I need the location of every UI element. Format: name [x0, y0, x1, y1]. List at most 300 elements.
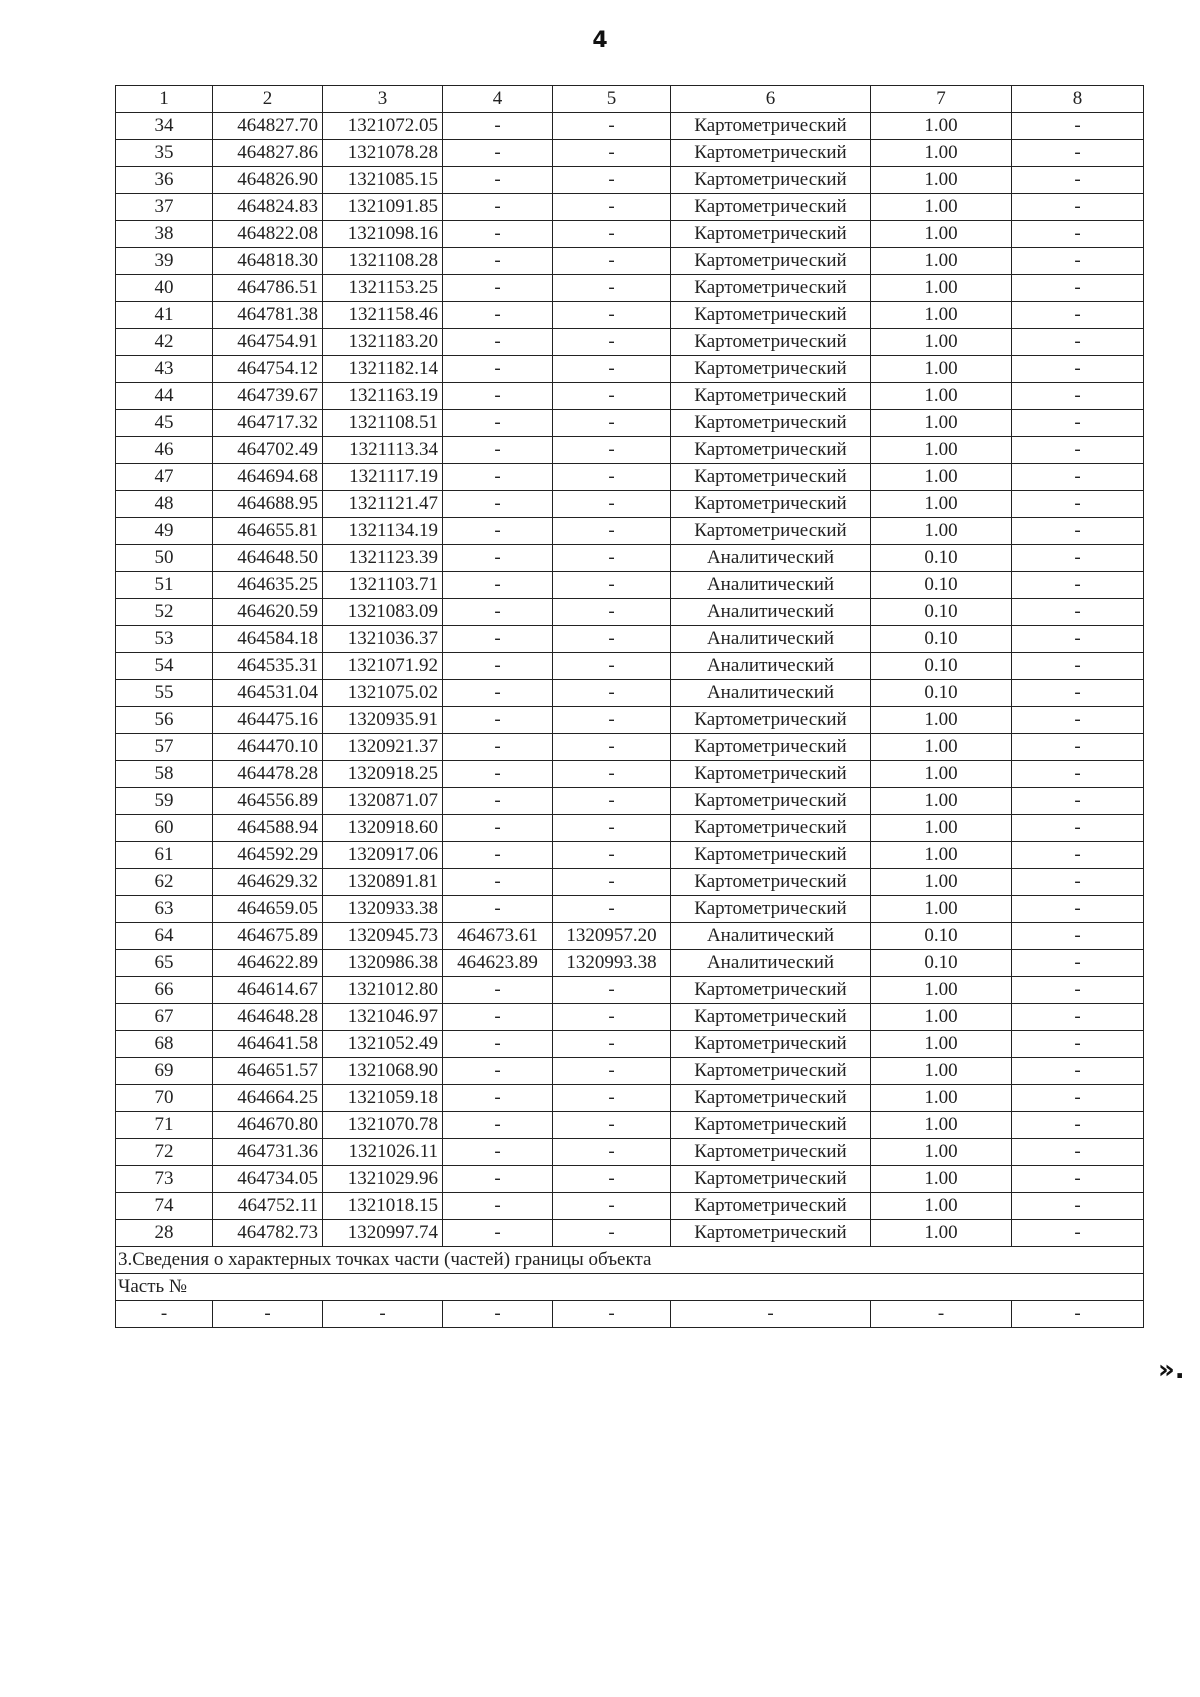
table-cell: Картометрический — [671, 383, 871, 410]
table-cell: 59 — [116, 788, 213, 815]
table-cell: - — [1012, 545, 1144, 572]
table-cell: 50 — [116, 545, 213, 572]
table-row — [116, 1031, 1144, 1058]
table-cell: 1.00 — [871, 1058, 1012, 1085]
table-cell: 464614.67 — [213, 977, 323, 1004]
table-cell: - — [553, 707, 671, 734]
page-number: 4 — [592, 28, 608, 53]
table-row — [116, 518, 1144, 545]
table-cell: Картометрический — [671, 1166, 871, 1193]
table-cell: - — [1012, 518, 1144, 545]
table-cell: 41 — [116, 302, 213, 329]
table-row — [116, 221, 1144, 248]
table-cell: - — [1012, 896, 1144, 923]
table-cell: - — [323, 1301, 443, 1328]
table-cell: 1.00 — [871, 707, 1012, 734]
table-cell: 71 — [116, 1112, 213, 1139]
table-cell: Картометрический — [671, 896, 871, 923]
table-cell: - — [553, 464, 671, 491]
table-cell: Картометрический — [671, 1058, 871, 1085]
table-cell: 464827.70 — [213, 113, 323, 140]
table-cell: 1320871.07 — [323, 788, 443, 815]
table-cell: - — [553, 491, 671, 518]
table-cell: - — [553, 1220, 671, 1247]
table-cell: - — [1012, 869, 1144, 896]
table-cell: - — [553, 1031, 671, 1058]
table-cell: 1320957.20 — [553, 923, 671, 950]
table-cell: Аналитический — [671, 950, 871, 977]
table-cell: 1.00 — [871, 518, 1012, 545]
table-cell: - — [1012, 248, 1144, 275]
table-cell: Аналитический — [671, 572, 871, 599]
table-cell: 37 — [116, 194, 213, 221]
table-cell: 1320986.38 — [323, 950, 443, 977]
table-cell: - — [1012, 1004, 1144, 1031]
table-cell: 36 — [116, 167, 213, 194]
table-row — [116, 1193, 1144, 1220]
table-cell: 1321029.96 — [323, 1166, 443, 1193]
table-cell: 464622.89 — [213, 950, 323, 977]
table-cell: - — [553, 167, 671, 194]
table-cell: 48 — [116, 491, 213, 518]
table-cell: - — [1012, 1139, 1144, 1166]
table-row — [116, 140, 1144, 167]
table-cell: 1.00 — [871, 167, 1012, 194]
table-cell: 1320918.60 — [323, 815, 443, 842]
table-cell: 464752.11 — [213, 1193, 323, 1220]
table-cell: 1.00 — [871, 383, 1012, 410]
table-cell: 464584.18 — [213, 626, 323, 653]
table-cell: - — [553, 545, 671, 572]
table-cell: 40 — [116, 275, 213, 302]
table-cell: - — [443, 545, 553, 572]
table-cell: 464556.89 — [213, 788, 323, 815]
table-cell: - — [443, 275, 553, 302]
table-cell: Картометрический — [671, 302, 871, 329]
table-row — [116, 464, 1144, 491]
table-cell: 63 — [116, 896, 213, 923]
table-cell: 1321046.97 — [323, 1004, 443, 1031]
table-cell: 464648.28 — [213, 1004, 323, 1031]
table-row — [116, 680, 1144, 707]
table-cell: 0.10 — [871, 950, 1012, 977]
table-cell: 1.00 — [871, 1085, 1012, 1112]
closing-mark: ». — [1158, 1355, 1185, 1385]
table-cell: - — [1012, 275, 1144, 302]
table-cell: 1320997.74 — [323, 1220, 443, 1247]
table-cell: Картометрический — [671, 113, 871, 140]
table-cell: - — [553, 302, 671, 329]
table-cell: 464588.94 — [213, 815, 323, 842]
table-cell: 1320917.06 — [323, 842, 443, 869]
table-row — [116, 626, 1144, 653]
table-cell: - — [1012, 761, 1144, 788]
column-header: 4 — [443, 86, 553, 113]
table-cell: 464827.86 — [213, 140, 323, 167]
table-cell: 1321113.34 — [323, 437, 443, 464]
table-cell: 1.00 — [871, 464, 1012, 491]
table-cell: - — [1012, 1193, 1144, 1220]
table-row — [116, 491, 1144, 518]
table-cell: - — [553, 788, 671, 815]
table-cell: - — [443, 491, 553, 518]
table-cell: - — [553, 842, 671, 869]
table-row — [116, 734, 1144, 761]
table-cell: 464786.51 — [213, 275, 323, 302]
table-cell: Картометрический — [671, 842, 871, 869]
table-cell: 464620.59 — [213, 599, 323, 626]
table-cell: 464651.57 — [213, 1058, 323, 1085]
table-cell: - — [553, 896, 671, 923]
table-cell: 1.00 — [871, 1139, 1012, 1166]
table-cell: 35 — [116, 140, 213, 167]
table-cell: 1.00 — [871, 437, 1012, 464]
table-cell: 64 — [116, 923, 213, 950]
table-row — [116, 275, 1144, 302]
table-cell: - — [443, 410, 553, 437]
table-cell: - — [443, 1112, 553, 1139]
table-cell: 1.00 — [871, 275, 1012, 302]
table-row — [116, 329, 1144, 356]
table-cell: - — [1012, 1031, 1144, 1058]
table-cell: 1321108.28 — [323, 248, 443, 275]
table-cell: 47 — [116, 464, 213, 491]
table-row — [116, 977, 1144, 1004]
table-cell: 45 — [116, 410, 213, 437]
table-cell: - — [1012, 734, 1144, 761]
coordinates-table — [115, 85, 1144, 1328]
table-cell: - — [1012, 653, 1144, 680]
table-cell: 1.00 — [871, 815, 1012, 842]
table-cell: - — [1012, 680, 1144, 707]
table-cell: 464535.31 — [213, 653, 323, 680]
table-cell: - — [443, 599, 553, 626]
table-cell: Картометрический — [671, 1112, 871, 1139]
table-cell: 464623.89 — [443, 950, 553, 977]
table-cell: - — [1012, 1112, 1144, 1139]
table-cell: - — [553, 869, 671, 896]
table-cell: 39 — [116, 248, 213, 275]
table-cell: 464754.91 — [213, 329, 323, 356]
part-row — [116, 1274, 1144, 1301]
table-cell: - — [553, 1112, 671, 1139]
table-cell: Картометрический — [671, 761, 871, 788]
table-row — [116, 869, 1144, 896]
table-cell: 1.00 — [871, 491, 1012, 518]
table-cell: - — [1012, 842, 1144, 869]
table-cell: - — [443, 518, 553, 545]
table-cell: 61 — [116, 842, 213, 869]
table-cell: - — [553, 437, 671, 464]
table-cell: 1321059.18 — [323, 1085, 443, 1112]
table-cell: - — [443, 194, 553, 221]
table-cell: 72 — [116, 1139, 213, 1166]
table-cell: - — [553, 1085, 671, 1112]
table-cell: - — [443, 302, 553, 329]
table-cell: 464731.36 — [213, 1139, 323, 1166]
table-cell: - — [443, 113, 553, 140]
table-cell: - — [443, 1139, 553, 1166]
table-cell: - — [1012, 383, 1144, 410]
table-cell: 1321117.19 — [323, 464, 443, 491]
table-cell: 1321153.25 — [323, 275, 443, 302]
table-cell: 1.00 — [871, 896, 1012, 923]
table-cell: - — [1012, 464, 1144, 491]
table-cell: - — [1012, 950, 1144, 977]
table-cell: 1321083.09 — [323, 599, 443, 626]
table-cell: 1.00 — [871, 1193, 1012, 1220]
column-header: 5 — [553, 86, 671, 113]
table-cell: - — [553, 653, 671, 680]
table-cell: 1321026.11 — [323, 1139, 443, 1166]
section-title-row — [116, 1247, 1144, 1274]
table-cell: 1.00 — [871, 410, 1012, 437]
table-cell: Картометрический — [671, 734, 871, 761]
table-cell: Картометрический — [671, 329, 871, 356]
table-cell: Картометрический — [671, 167, 871, 194]
table-row — [116, 950, 1144, 977]
table-cell: - — [553, 275, 671, 302]
table-cell: Картометрический — [671, 869, 871, 896]
table-row — [116, 896, 1144, 923]
table-cell: 464826.90 — [213, 167, 323, 194]
table-cell: 464717.32 — [213, 410, 323, 437]
table-cell: 1321121.47 — [323, 491, 443, 518]
table-cell: 464635.25 — [213, 572, 323, 599]
table-cell: 464781.38 — [213, 302, 323, 329]
table-cell: - — [1012, 491, 1144, 518]
table-cell: 66 — [116, 977, 213, 1004]
table-cell: 1321183.20 — [323, 329, 443, 356]
table-cell: - — [553, 599, 671, 626]
table-cell: 1321123.39 — [323, 545, 443, 572]
table-cell: Аналитический — [671, 680, 871, 707]
table-cell: Картометрический — [671, 1004, 871, 1031]
table-cell: - — [671, 1301, 871, 1328]
table-cell: 1321085.15 — [323, 167, 443, 194]
table-cell: 464688.95 — [213, 491, 323, 518]
table-row — [116, 1139, 1144, 1166]
table-cell: - — [1012, 977, 1144, 1004]
table-cell: - — [443, 1166, 553, 1193]
table-cell: - — [553, 221, 671, 248]
table-row — [116, 167, 1144, 194]
table-cell: - — [553, 194, 671, 221]
table-cell: - — [443, 734, 553, 761]
table-cell: - — [443, 329, 553, 356]
table-cell: - — [443, 653, 553, 680]
table-cell: - — [443, 356, 553, 383]
table-cell: Картометрический — [671, 977, 871, 1004]
table-row — [116, 1112, 1144, 1139]
column-header: 8 — [1012, 86, 1144, 113]
table-cell: 54 — [116, 653, 213, 680]
table-cell: - — [1012, 1058, 1144, 1085]
table-cell: 42 — [116, 329, 213, 356]
table-cell: - — [553, 248, 671, 275]
table-cell: 464655.81 — [213, 518, 323, 545]
table-row — [116, 410, 1144, 437]
table-cell: - — [443, 1004, 553, 1031]
table-cell: - — [116, 1301, 213, 1328]
table-cell: 1321098.16 — [323, 221, 443, 248]
table-row — [116, 653, 1144, 680]
table-cell: 0.10 — [871, 572, 1012, 599]
table-cell: 1.00 — [871, 194, 1012, 221]
table-cell: Картометрический — [671, 194, 871, 221]
table-cell: - — [553, 1166, 671, 1193]
table-cell: 1.00 — [871, 842, 1012, 869]
table-cell: Картометрический — [671, 1139, 871, 1166]
table-cell: Картометрический — [671, 464, 871, 491]
table-cell: Аналитический — [671, 599, 871, 626]
table-row — [116, 842, 1144, 869]
table-cell: 60 — [116, 815, 213, 842]
table-cell: - — [1012, 356, 1144, 383]
part-label: Часть № — [116, 1274, 1144, 1301]
table-cell: 1321158.46 — [323, 302, 443, 329]
table-cell: - — [443, 1301, 553, 1328]
table-cell: - — [553, 977, 671, 1004]
table-cell: 1.00 — [871, 113, 1012, 140]
table-cell: 464592.29 — [213, 842, 323, 869]
table-cell: 464675.89 — [213, 923, 323, 950]
table-cell: - — [553, 1058, 671, 1085]
table-cell: 43 — [116, 356, 213, 383]
table-cell: - — [1012, 140, 1144, 167]
table-cell: 1321018.15 — [323, 1193, 443, 1220]
table-cell: 56 — [116, 707, 213, 734]
table-cell: - — [1012, 302, 1144, 329]
table-cell: 1321108.51 — [323, 410, 443, 437]
table-cell: 0.10 — [871, 653, 1012, 680]
table-body — [116, 113, 1144, 1247]
table-cell: - — [553, 329, 671, 356]
table-cell: 0.10 — [871, 923, 1012, 950]
table-cell: 464782.73 — [213, 1220, 323, 1247]
table-row — [116, 707, 1144, 734]
table-cell: 1321075.02 — [323, 680, 443, 707]
table-cell: - — [443, 788, 553, 815]
table-cell: 464824.83 — [213, 194, 323, 221]
table-cell: - — [443, 221, 553, 248]
table-cell: - — [213, 1301, 323, 1328]
table-cell: - — [553, 1193, 671, 1220]
table-cell: - — [553, 140, 671, 167]
table-cell: 34 — [116, 113, 213, 140]
table-cell: Картометрический — [671, 707, 871, 734]
table-cell: - — [1012, 221, 1144, 248]
table-cell: - — [443, 140, 553, 167]
table-row — [116, 1058, 1144, 1085]
table-cell: 44 — [116, 383, 213, 410]
table-cell: - — [1012, 1301, 1144, 1328]
table-cell: Картометрический — [671, 140, 871, 167]
table-cell: 62 — [116, 869, 213, 896]
table-cell: 70 — [116, 1085, 213, 1112]
table-cell: 1.00 — [871, 1112, 1012, 1139]
table-cell: - — [1012, 437, 1144, 464]
table-cell: - — [553, 1139, 671, 1166]
table-cell: 1.00 — [871, 761, 1012, 788]
table-cell: 1320945.73 — [323, 923, 443, 950]
table-cell: 1320993.38 — [553, 950, 671, 977]
table-cell: - — [443, 977, 553, 1004]
table-cell: 1.00 — [871, 977, 1012, 1004]
table-cell: 464531.04 — [213, 680, 323, 707]
table-cell: 68 — [116, 1031, 213, 1058]
table-cell: - — [871, 1301, 1012, 1328]
table-row — [116, 923, 1144, 950]
table-cell: 0.10 — [871, 545, 1012, 572]
table-cell: - — [443, 761, 553, 788]
table-cell: 73 — [116, 1166, 213, 1193]
table-cell: - — [553, 626, 671, 653]
table-cell: 464475.16 — [213, 707, 323, 734]
table-cell: 464664.25 — [213, 1085, 323, 1112]
table-cell: - — [443, 167, 553, 194]
column-header: 2 — [213, 86, 323, 113]
table-cell: 28 — [116, 1220, 213, 1247]
table-cell: - — [553, 383, 671, 410]
table-cell: - — [443, 248, 553, 275]
table-row — [116, 788, 1144, 815]
table-cell: Аналитический — [671, 545, 871, 572]
table-cell: - — [1012, 113, 1144, 140]
table-cell: - — [1012, 194, 1144, 221]
table-cell: 1.00 — [871, 140, 1012, 167]
table-cell: 1.00 — [871, 1004, 1012, 1031]
table-cell: 57 — [116, 734, 213, 761]
table-cell: - — [1012, 815, 1144, 842]
table-cell: 464470.10 — [213, 734, 323, 761]
header-row — [116, 86, 1144, 113]
table-cell: - — [553, 815, 671, 842]
table-cell: Картометрический — [671, 221, 871, 248]
table-row — [116, 1085, 1144, 1112]
table-cell: 464673.61 — [443, 923, 553, 950]
table-cell: 1321072.05 — [323, 113, 443, 140]
table-row — [116, 815, 1144, 842]
table-cell: 1320921.37 — [323, 734, 443, 761]
table-cell: 1321012.80 — [323, 977, 443, 1004]
table-cell: 1321070.78 — [323, 1112, 443, 1139]
table-cell: Картометрический — [671, 788, 871, 815]
table-row — [116, 356, 1144, 383]
table-cell: 1.00 — [871, 302, 1012, 329]
table-cell: 67 — [116, 1004, 213, 1031]
table-cell: 1320935.91 — [323, 707, 443, 734]
table-cell: 38 — [116, 221, 213, 248]
table-cell: - — [443, 707, 553, 734]
table-row — [116, 545, 1144, 572]
column-header: 3 — [323, 86, 443, 113]
table-cell: - — [1012, 626, 1144, 653]
table-cell: - — [1012, 1220, 1144, 1247]
table-cell: 1320918.25 — [323, 761, 443, 788]
table-cell: 55 — [116, 680, 213, 707]
table-cell: - — [553, 761, 671, 788]
table-cell: 1.00 — [871, 248, 1012, 275]
table-row — [116, 248, 1144, 275]
table-cell: - — [553, 1301, 671, 1328]
table-cell: 1.00 — [871, 869, 1012, 896]
table-row — [116, 437, 1144, 464]
table-cell: Картометрический — [671, 1220, 871, 1247]
table-row — [116, 302, 1144, 329]
table-row — [116, 383, 1144, 410]
table-cell: Картометрический — [671, 815, 871, 842]
